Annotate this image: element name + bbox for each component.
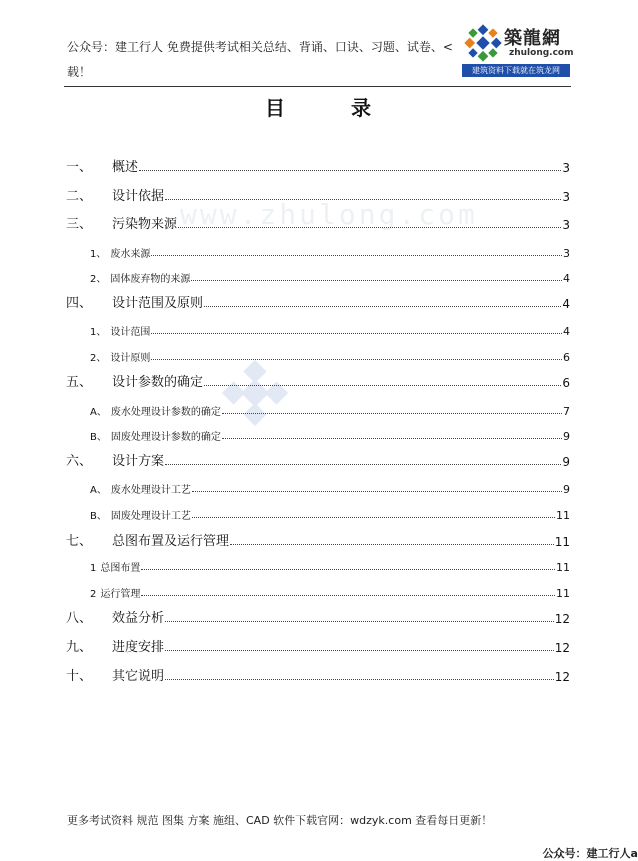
toc-entry-label: 设计范围 [110, 327, 151, 338]
toc-entry-label: 总图布置及运行管理 [112, 534, 230, 549]
toc-entry-label: 设计参数的确定 [112, 375, 204, 390]
toc-entry[interactable] [66, 531, 570, 549]
toc-entry-number: 五、 [66, 375, 93, 390]
header-cut-char: < [442, 40, 453, 54]
logo-slogan: 建筑资料下载就在筑龙网 [462, 64, 570, 77]
toc-entry[interactable] [66, 372, 570, 390]
toc-entry-number: 2、 [90, 353, 107, 364]
toc-entry-number: 1、 [90, 327, 107, 338]
logo-domain: zhulong.com [509, 48, 574, 58]
toc-entry-number: A、 [90, 407, 107, 418]
toc-entry-label: 固废处理设计参数的确定 [110, 432, 221, 443]
toc-entry[interactable] [66, 267, 570, 285]
toc-entry-number: 1 [90, 563, 97, 574]
toc-entry-page: 12 [554, 641, 570, 655]
toc-entry-label: 进度安排 [112, 640, 165, 655]
toc-entry-number: 三、 [66, 217, 93, 232]
toc-entry-page: 11 [556, 509, 570, 522]
toc-entry-page: 11 [556, 561, 570, 574]
header-text [67, 35, 507, 85]
header-divider [64, 86, 571, 87]
toc-entry-label: 废水处理设计工艺 [110, 485, 191, 496]
footer-text: 更多考试资料 规范 图集 方案 施组、CAD 软件下载官网：wdzyk.com 查看每日更新！ [67, 814, 493, 827]
zhulong-snowflake-icon [464, 24, 502, 62]
header-line2: 载！ [67, 65, 92, 79]
toc-entry-number: 十、 [66, 669, 93, 684]
toc-entry-page: 11 [554, 535, 570, 549]
toc-dot-leader [230, 543, 554, 545]
page-title [0, 92, 638, 122]
toc-entry-page: 3 [562, 161, 570, 175]
header-line1: 公众号：建工行人 免费提供考试相关总结、背诵、口诀、习题、试卷、 [67, 40, 443, 54]
toc-entry-number: 一、 [66, 160, 93, 175]
toc-entry[interactable] [66, 293, 570, 311]
toc-dot-leader [165, 649, 554, 651]
footer-right-text: 公众号：建工行人a [542, 847, 638, 860]
toc-entry-label: 废水来源 [110, 249, 151, 260]
toc-entry-label: 固体废弃物的来源 [110, 274, 191, 285]
title-part2: 录 [351, 96, 373, 120]
toc-dot-leader [165, 463, 561, 465]
toc-entry-number: 七、 [66, 534, 93, 549]
toc-entry-page: 9 [563, 430, 570, 443]
toc-entry[interactable] [66, 157, 570, 175]
toc-dot-leader [204, 305, 561, 307]
toc-entry-number: 1、 [90, 249, 107, 260]
toc-entry[interactable] [66, 400, 570, 418]
toc-entry[interactable] [66, 637, 570, 655]
toc-entry-page: 7 [563, 405, 570, 418]
toc-entry-number: 2 [90, 589, 97, 600]
toc-entry[interactable] [66, 242, 570, 260]
toc-entry-page: 9 [562, 455, 570, 469]
toc-entry-number: B、 [90, 511, 107, 522]
toc-entry-label: 运行管理 [100, 589, 141, 600]
toc-entry-page: 3 [563, 247, 570, 260]
toc-entry-label: 设计原则 [110, 353, 151, 364]
toc-entry[interactable] [66, 425, 570, 443]
toc-dot-leader [165, 678, 554, 680]
toc-entry[interactable] [66, 608, 570, 626]
toc-entry[interactable] [66, 451, 570, 469]
toc-entry-label: 污染物来源 [112, 217, 178, 232]
toc-entry[interactable] [66, 186, 570, 204]
toc-entry-label: 设计依据 [112, 189, 165, 204]
toc-entry-label: 其它说明 [112, 669, 165, 684]
toc-entry[interactable] [66, 478, 570, 496]
toc-entry[interactable] [66, 582, 570, 600]
zhulong-logo[interactable] [462, 22, 574, 80]
toc-dot-leader [165, 620, 554, 622]
toc-entry[interactable] [66, 666, 570, 684]
toc-entry-page: 3 [562, 190, 570, 204]
toc-entry[interactable] [66, 346, 570, 364]
toc-entry-label: 总图布置 [100, 563, 141, 574]
toc-dot-leader [151, 254, 562, 256]
watermark-text: www.zhulong.com [180, 198, 478, 231]
toc-entry-label: 固废处理设计工艺 [110, 511, 191, 522]
toc-entry-number: A、 [90, 485, 107, 496]
toc-entry-page: 4 [563, 325, 570, 338]
toc-entry-page: 9 [563, 483, 570, 496]
toc-entry[interactable] [66, 320, 570, 338]
toc-dot-leader [151, 332, 562, 334]
toc-dot-leader [222, 412, 562, 414]
toc-dot-leader [139, 169, 561, 171]
toc-entry-number: 八、 [66, 611, 93, 626]
title-part1: 目 [265, 96, 287, 120]
toc-entry-page: 12 [554, 670, 570, 684]
toc-entry-label: 废水处理设计参数的确定 [110, 407, 221, 418]
toc-entry-page: 4 [563, 272, 570, 285]
toc-entry-label: 设计方案 [112, 454, 165, 469]
toc-dot-leader [191, 279, 562, 281]
toc-entry-page: 6 [563, 351, 570, 364]
toc-entry[interactable] [66, 214, 570, 232]
toc-entry-label: 概述 [112, 160, 139, 175]
toc-entry-label: 设计范围及原则 [112, 296, 204, 311]
toc-dot-leader [192, 516, 555, 518]
toc-dot-leader [141, 594, 555, 596]
toc-dot-leader [178, 226, 561, 228]
toc-entry-page: 11 [556, 587, 570, 600]
logo-brand: 築龍網 [504, 28, 561, 49]
toc-entry-number: B、 [90, 432, 107, 443]
toc-entry-number: 六、 [66, 454, 93, 469]
toc-dot-leader [141, 568, 555, 570]
toc-entry-number: 二、 [66, 189, 93, 204]
toc-entry-number: 2、 [90, 274, 107, 285]
toc-entry-label: 效益分析 [112, 611, 165, 626]
toc-dot-leader [204, 384, 561, 386]
toc-entry[interactable] [66, 504, 570, 522]
toc-dot-leader [192, 490, 562, 492]
toc-entry-page: 3 [562, 218, 570, 232]
toc-entry-page: 6 [562, 376, 570, 390]
toc-dot-leader [222, 437, 562, 439]
toc-entry-page: 4 [562, 297, 570, 311]
toc-entry-page: 12 [554, 612, 570, 626]
toc-entry[interactable] [66, 556, 570, 574]
toc-dot-leader [151, 358, 562, 360]
toc-entry-number: 四、 [66, 296, 93, 311]
toc-entry-number: 九、 [66, 640, 93, 655]
toc-dot-leader [165, 198, 561, 200]
